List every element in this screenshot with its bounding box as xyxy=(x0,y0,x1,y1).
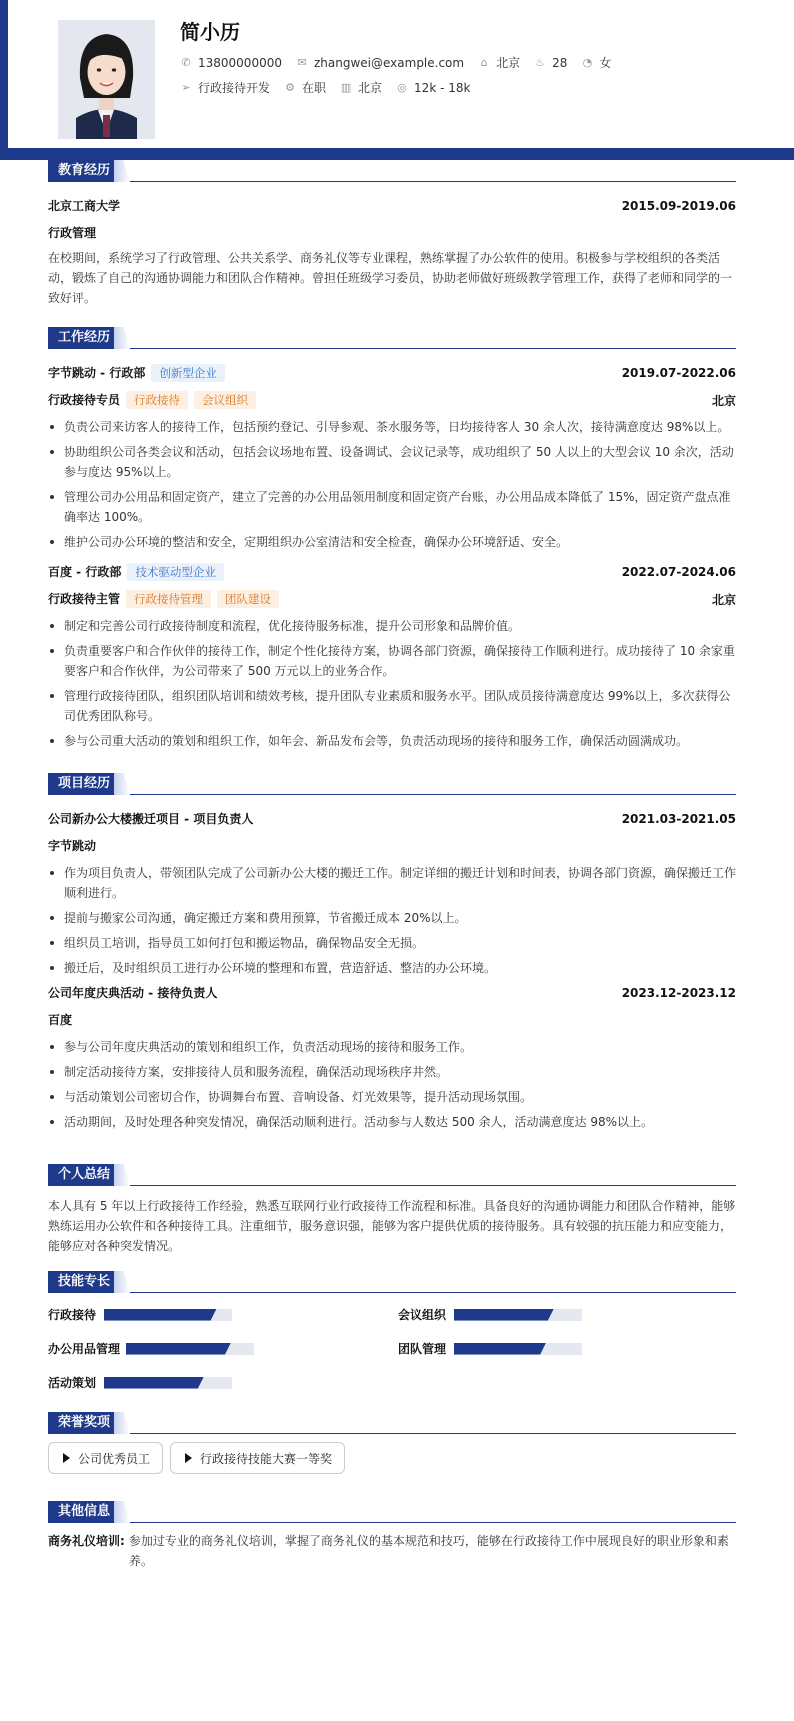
avatar xyxy=(58,20,155,139)
skill-item xyxy=(48,1340,254,1357)
edu-description: 在校期间，系统学习了行政管理、公共关系学、商务礼仪等专业课程，熟练掌握了办公软件的使用。积极参与学校组织的各类活动，锻炼了自己的沟通协调能力和团队合作精神。曾担任班级学习委员，协助老师做好班级教学管理工作，获得了老师和同学的一致好评。 xyxy=(48,251,733,305)
section-title xyxy=(48,1501,736,1523)
skill-name: 行政接待 xyxy=(48,1308,97,1322)
play-icon xyxy=(185,1453,192,1463)
age-text: 28 xyxy=(552,55,568,70)
email-item xyxy=(296,56,464,70)
phone-icon: ✆ xyxy=(181,55,191,69)
work-section xyxy=(48,327,736,748)
list-item: 管理公司办公用品和固定资产，建立了完善的办公用品领用制度和固定资产台账，办公用品成本降低了 15%，固定资产盘点准确率达 100%。 xyxy=(48,487,736,527)
award-chip[interactable] xyxy=(170,1442,345,1474)
company-tag: 创新型企业 xyxy=(151,364,225,382)
list-item: 组织员工培训，指导员工如何打包和搬运物品，确保物品安全无损。 xyxy=(48,933,736,953)
edu-date: 2015.09-2019.06 xyxy=(621,198,736,213)
list-item: 参与公司年度庆典活动的策划和组织工作，负责活动现场的接待和服务工作。 xyxy=(48,1037,736,1057)
skill-bar xyxy=(454,1309,582,1321)
gender-text: 女 xyxy=(599,56,612,70)
summary-section xyxy=(48,1164,736,1253)
job-text: 行政接待开发 xyxy=(198,81,271,95)
skills-section xyxy=(48,1271,736,1390)
work-date: 2022.07-2024.06 xyxy=(621,565,736,579)
skill-item xyxy=(398,1306,582,1323)
intent-row xyxy=(180,79,484,96)
city-item xyxy=(478,54,520,71)
home-icon: ⌂ xyxy=(480,55,488,69)
list-item: 制定活动接待方案，安排接待人员和服务流程，确保活动现场秩序井然。 xyxy=(48,1062,736,1082)
skill-name: 团队管理 xyxy=(398,1342,447,1356)
status-text: 在职 xyxy=(302,81,327,95)
role-tag: 行政接待管理 xyxy=(126,590,211,608)
section-tail xyxy=(114,1412,130,1434)
role-line xyxy=(48,590,279,608)
building-icon: ▥ xyxy=(340,80,352,94)
skill-bar xyxy=(126,1343,254,1355)
project-2-org xyxy=(48,1011,736,1028)
skill-item xyxy=(398,1340,582,1357)
role-text: 行政接待主管 xyxy=(48,592,121,606)
project-date: 2021.03-2021.05 xyxy=(621,811,736,826)
project-1-header xyxy=(48,810,736,827)
work-1-role xyxy=(48,391,736,409)
skill-bar-fill xyxy=(126,1343,231,1355)
skill-bar xyxy=(104,1309,232,1321)
section-title xyxy=(48,1271,736,1293)
contact-row xyxy=(180,54,625,71)
section-label: 项目经历 xyxy=(48,773,120,795)
gender-icon: ◔ xyxy=(582,55,593,69)
candidate-name: 简小历 xyxy=(180,20,240,44)
list-item: 搬迁后，及时组织员工进行办公环境的整理和布置，营造舒适、整洁的办公环境。 xyxy=(48,958,736,978)
age-item xyxy=(534,56,567,70)
edu-header xyxy=(48,197,736,214)
skill-bar xyxy=(104,1377,232,1389)
summary-text: 本人具有 5 年以上行政接待工作经验，熟悉互联网行业行政接待工作流程和标准。具备良好的沟通协调能力和团队合作精神，能够熟练运用办公软件和各种接待工具。注重细节，服务意识强，能够为客户提供优质的接待服务。具有较强的抗压能力和应变能力，能够应对各种突发情况。 xyxy=(48,1199,736,1253)
section-tail xyxy=(114,160,130,182)
section-label: 个人总结 xyxy=(48,1164,120,1186)
skill-item xyxy=(48,1306,232,1323)
send-icon: ➢ xyxy=(181,80,191,94)
role-tag: 团队建设 xyxy=(217,590,279,608)
gender-item xyxy=(581,54,611,71)
list-item: 制定和完善公司行政接待制度和流程，优化接待服务标准，提升公司形象和品牌价值。 xyxy=(48,616,736,636)
section-tail xyxy=(114,773,130,795)
work-1-bullets xyxy=(48,417,736,557)
work-2-header xyxy=(48,563,736,581)
project-org: 字节跳动 xyxy=(48,839,97,853)
list-item: 与活动策划公司密切合作，协调舞台布置、音响设备、灯光效果等，提升活动现场氛围。 xyxy=(48,1087,736,1107)
work-1-header xyxy=(48,364,736,382)
work-2-bullets xyxy=(48,616,736,756)
work-date: 2019.07-2022.06 xyxy=(621,366,736,380)
other-item xyxy=(48,1531,736,1571)
list-item: 参与公司重大活动的策划和组织工作，如年会、新品发布会等，负责活动现场的接待和服务工作，确保活动圆满成功。 xyxy=(48,731,736,751)
phone-item xyxy=(180,56,282,70)
project-2-bullets xyxy=(48,1037,736,1137)
job-item xyxy=(180,79,270,96)
edu-major-row xyxy=(48,224,736,241)
list-item: 管理行政接待团队，组织团队培训和绩效考核，提升团队专业素质和服务水平。团队成员接待满意度达 99%以上，多次获得公司优秀团队称号。 xyxy=(48,686,736,726)
list-item: 提前与搬家公司沟通，确定搬迁方案和费用预算，节省搬迁成本 20%以上。 xyxy=(48,908,736,928)
role-text: 行政接待专员 xyxy=(48,393,121,407)
list-item: 协助组织公司各类会议和活动，包括会议场地布置、设备调试、会议记录等，成功组织了 50 人以上的大型会议 10 余次，活动参与度达 95%以上。 xyxy=(48,442,736,482)
target-city-text: 北京 xyxy=(358,81,383,95)
section-label: 技能专长 xyxy=(48,1271,120,1293)
status-item xyxy=(284,79,326,96)
work-2-role xyxy=(48,590,736,608)
section-tail xyxy=(114,1271,130,1293)
salary-text: 12k - 18k xyxy=(414,80,471,95)
skill-name: 活动策划 xyxy=(48,1376,97,1390)
cake-icon: ♨ xyxy=(535,55,546,69)
major: 行政管理 xyxy=(48,226,97,240)
section-title xyxy=(48,1164,736,1186)
profile-header xyxy=(8,0,794,148)
project-section xyxy=(48,773,737,1129)
project-org: 百度 xyxy=(48,1013,73,1027)
other-section xyxy=(48,1501,736,1568)
award-text: 行政接待技能大赛一等奖 xyxy=(200,1451,333,1466)
section-tail xyxy=(114,1501,130,1523)
company-name xyxy=(48,364,225,382)
skill-bar-fill xyxy=(104,1309,217,1321)
list-item: 负责公司来访客人的接待工作，包括预约登记、引导参观、茶水服务等，日均接待客人 30 余人次，接待满意度达 98%以上。 xyxy=(48,417,736,437)
project-1-bullets xyxy=(48,863,736,983)
section-title xyxy=(48,160,736,182)
skill-name: 会议组织 xyxy=(398,1308,447,1322)
company-text: 百度 - 行政部 xyxy=(48,565,122,579)
role-line xyxy=(48,391,256,409)
award-chip[interactable] xyxy=(48,1442,163,1474)
work-location: 北京 xyxy=(711,592,736,607)
skill-name: 办公用品管理 xyxy=(48,1342,121,1356)
list-item: 维护公司办公环境的整洁和安全，定期组织办公室清洁和安全检查，确保办公环境舒适、安全。 xyxy=(48,532,736,552)
skill-bar-fill xyxy=(104,1377,204,1389)
coin-icon: ◎ xyxy=(397,80,407,94)
play-icon xyxy=(63,1453,70,1463)
section-title xyxy=(48,773,736,795)
skill-bar xyxy=(454,1343,582,1355)
section-title xyxy=(48,1412,736,1434)
list-item: 负责重要客户和合作伙伴的接待工作，制定个性化接待方案，协调各部门资源，确保接待工作顺利进行。成功接待了 10 余家重要客户和合作伙伴，为公司带来了 500 万元以上的业务合作。 xyxy=(48,641,736,681)
skill-bar-fill xyxy=(454,1343,546,1355)
project-2-header xyxy=(48,984,736,1001)
skill-item xyxy=(48,1374,232,1391)
list-item: 作为项目负责人，带领团队完成了公司新办公大楼的搬迁工作。制定详细的搬迁计划和时间表，协调各部门资源，确保搬迁工作顺利进行。 xyxy=(48,863,736,903)
salary-item xyxy=(396,81,470,95)
target-city-item xyxy=(340,79,382,96)
resume-body xyxy=(0,160,794,1721)
section-label: 荣誉奖项 xyxy=(48,1412,120,1434)
project-date: 2023.12-2023.12 xyxy=(621,985,736,1000)
role-tag: 会议组织 xyxy=(194,391,256,409)
award-text: 公司优秀员工 xyxy=(78,1451,151,1466)
work-location: 北京 xyxy=(711,393,736,408)
awards-section xyxy=(48,1412,736,1466)
section-label: 其他信息 xyxy=(48,1501,120,1523)
company-tag: 技术驱动型企业 xyxy=(127,563,224,581)
company-text: 字节跳动 - 行政部 xyxy=(48,366,146,380)
email-text: zhangwei@example.com xyxy=(313,55,465,70)
mail-icon: ✉ xyxy=(297,55,307,69)
section-tail xyxy=(114,1164,130,1186)
education-section xyxy=(48,160,736,305)
skill-bar-fill xyxy=(454,1309,554,1321)
other-label: 商务礼仪培训: xyxy=(48,1534,125,1548)
company-name xyxy=(48,563,224,581)
list-item: 活动期间，及时处理各种突发情况，确保活动顺利进行。活动参与人数达 500 余人，活动满意度达 98%以上。 xyxy=(48,1112,736,1132)
other-text: 参加过专业的商务礼仪培训，掌握了商务礼仪的基本规范和技巧，能够在行政接待工作中展现良好的职业形象和素养。 xyxy=(128,1534,729,1568)
section-label: 工作经历 xyxy=(48,327,120,349)
section-title xyxy=(48,327,736,349)
section-label: 教育经历 xyxy=(48,160,120,182)
phone-text: 13800000000 xyxy=(198,55,282,70)
project-title: 公司新办公大楼搬迁项目 - 项目负责人 xyxy=(48,812,254,826)
section-tail xyxy=(114,327,130,349)
project-title: 公司年度庆典活动 - 接待负责人 xyxy=(48,986,218,1000)
gear-icon: ⚙ xyxy=(285,80,295,94)
city-text: 北京 xyxy=(496,56,521,70)
project-1-org xyxy=(48,837,736,854)
school-name: 北京工商大学 xyxy=(48,199,121,213)
role-tag: 行政接待 xyxy=(126,391,188,409)
